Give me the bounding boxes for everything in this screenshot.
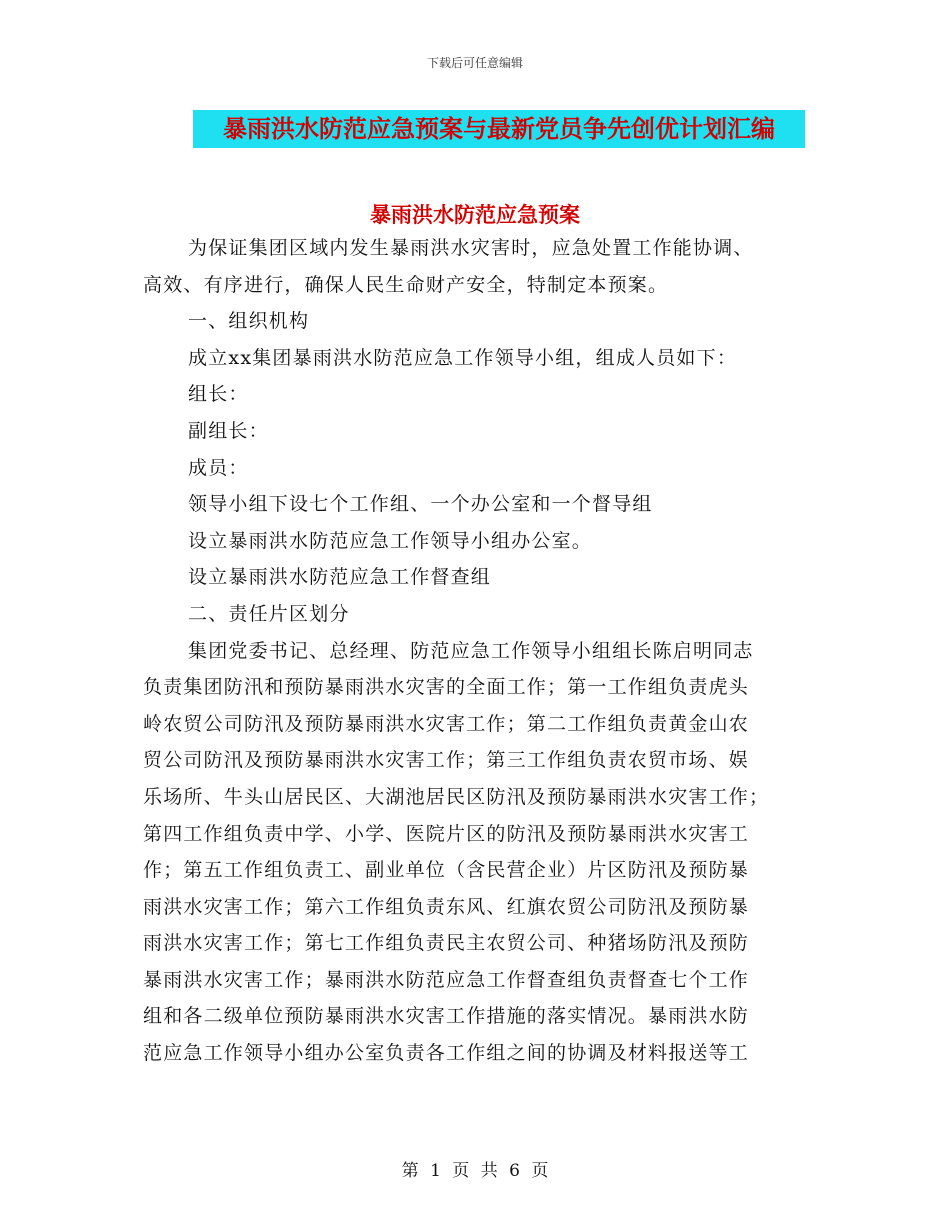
document-body bbox=[143, 230, 803, 1072]
document-main-title: 暴雨洪水防范应急预案与最新党员争先创优计划汇编 bbox=[193, 110, 805, 148]
paragraph-line: 成员： bbox=[188, 456, 249, 479]
page-footer: 第 1 页 共 6 页 bbox=[401, 1161, 549, 1181]
paragraph bbox=[143, 523, 803, 560]
paragraph-line: 集团党委书记、总经理、防范应急工作领导小组组长陈启明同志 bbox=[188, 639, 754, 662]
section-title: 暴雨洪水防范应急预案 bbox=[370, 202, 580, 227]
paragraph-line: 高效、有序进行，确保人民生命财产安全，特制定本预案。 bbox=[143, 273, 669, 296]
paragraph-line: 范应急工作领导小组办公室负责各工作组之间的协调及材料报送等工 bbox=[143, 1042, 750, 1065]
paragraph-line: 组长： bbox=[188, 383, 249, 406]
paragraph bbox=[143, 413, 803, 450]
paragraph-line: 成立xx集团暴雨洪水防范应急工作领导小组，组成人员如下： bbox=[188, 346, 738, 369]
paragraph bbox=[143, 596, 803, 633]
paragraph bbox=[143, 303, 803, 340]
paragraph bbox=[143, 450, 803, 487]
paragraph bbox=[143, 486, 803, 523]
paragraph-line: 雨洪水灾害工作；第七工作组负责民主农贸公司、种猪场防汛及预防 bbox=[143, 932, 750, 955]
paragraph bbox=[143, 633, 803, 1072]
paragraph bbox=[143, 230, 803, 303]
paragraph bbox=[143, 376, 803, 413]
paragraph-line: 乐场所、牛头山居民区、大湖池居民区防汛及预防暴雨洪水灾害工作； bbox=[143, 785, 770, 808]
paragraph bbox=[143, 559, 803, 596]
header-note: 下载后可任意编辑 bbox=[426, 56, 523, 70]
paragraph-line: 领导小组下设七个工作组、一个办公室和一个督导组 bbox=[188, 493, 653, 516]
paragraph-line: 雨洪水灾害工作；第六工作组负责东风、红旗农贸公司防汛及预防暴 bbox=[143, 895, 750, 918]
paragraph bbox=[143, 340, 803, 377]
paragraph-line: 作；第五工作组负责工、副业单位（含民营企业）片区防汛及预防暴 bbox=[143, 859, 750, 882]
paragraph-line: 为保证集团区域内发生暴雨洪水灾害时，应急处置工作能协调、 bbox=[188, 237, 754, 259]
paragraph-line: 贸公司防汛及预防暴雨洪水灾害工作；第三工作组负责农贸市场、娱 bbox=[143, 749, 750, 772]
paragraph-line: 第四工作组负责中学、小学、医院片区的防汛及预防暴雨洪水灾害工 bbox=[143, 822, 750, 845]
paragraph-line: 负责集团防汛和预防暴雨洪水灾害的全面工作；第一工作组负责虎头 bbox=[143, 676, 750, 699]
paragraph-line: 设立暴雨洪水防范应急工作领导小组办公室。 bbox=[188, 529, 593, 552]
paragraph-line: 副组长： bbox=[188, 419, 269, 442]
paragraph-line: 设立暴雨洪水防范应急工作督查组 bbox=[188, 566, 492, 589]
paragraph-line: 一、组织机构 bbox=[188, 310, 310, 333]
paragraph-line: 二、责任片区划分 bbox=[188, 602, 350, 625]
paragraph-line: 组和各二级单位预防暴雨洪水灾害工作措施的落实情况。暴雨洪水防 bbox=[143, 1005, 750, 1028]
paragraph-line: 岭农贸公司防汛及预防暴雨洪水灾害工作；第二工作组负责黄金山农 bbox=[143, 712, 750, 735]
paragraph-line: 暴雨洪水灾害工作；暴雨洪水防范应急工作督查组负责督查七个工作 bbox=[143, 968, 750, 991]
